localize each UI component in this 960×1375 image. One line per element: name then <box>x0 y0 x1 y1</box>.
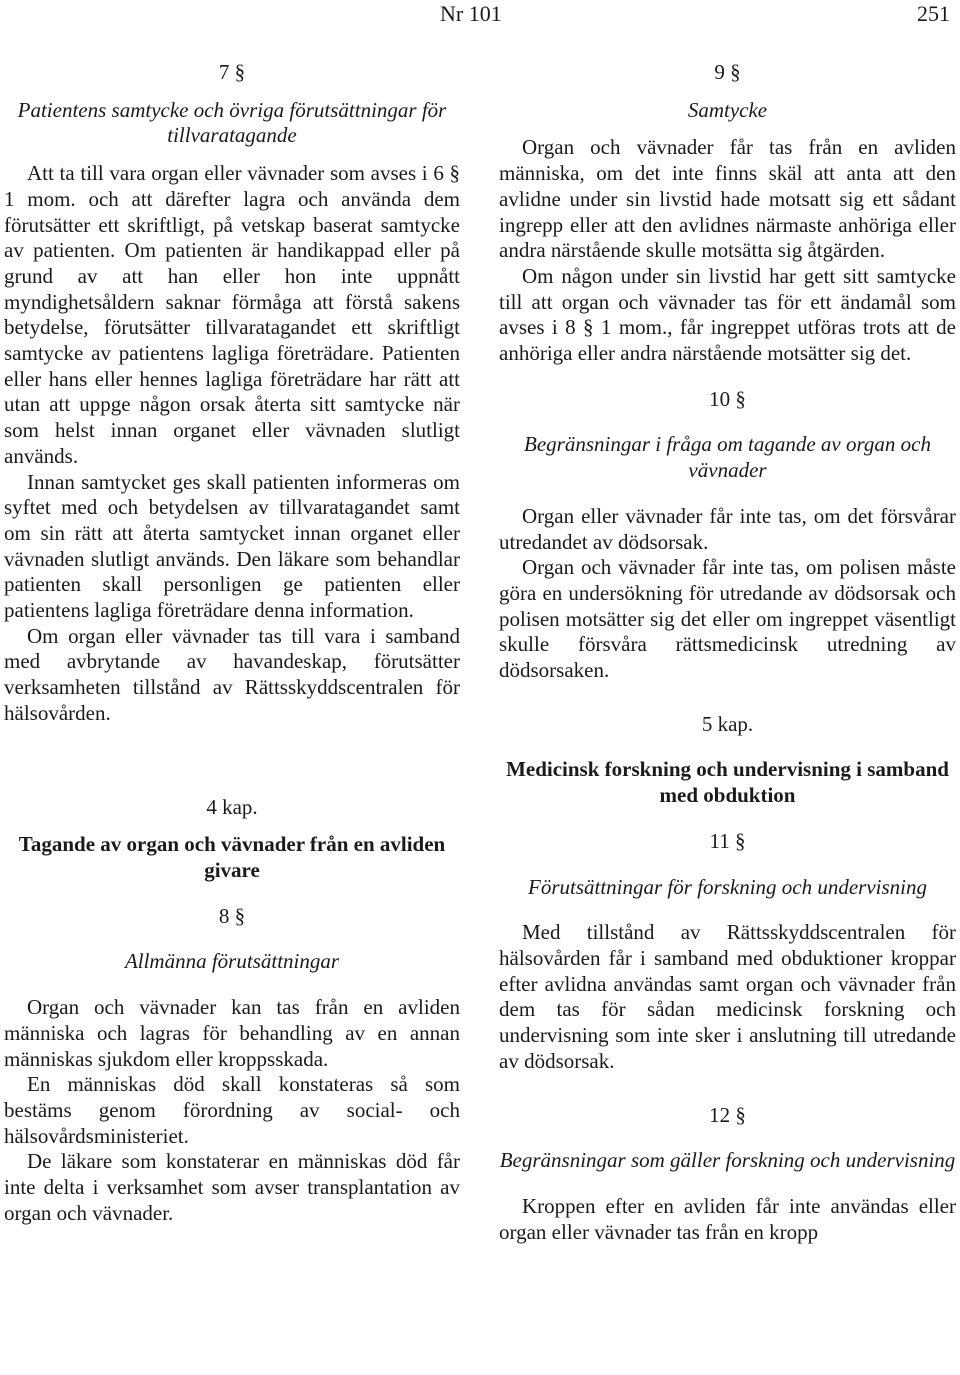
chapter-4-title: Tagande av organ och vävnader från en avliden givare <box>18 832 446 882</box>
section-12-title: Begränsningar som gäller forskning och undervisning <box>499 1148 956 1173</box>
section-11-title: Förutsättningar för forskning och undervisning <box>528 874 927 899</box>
section-8-title: Allmänna förutsättningar <box>124 949 340 974</box>
page-header <box>0 0 960 30</box>
section-8-paragraph-2: En människas död skall konstateras så som bestäms genom förordning av social- och hälsovårdsministeriet. <box>4 1072 460 1148</box>
section-12-paragraph-1: Kroppen efter en avliden får inte användas eller organ eller vävnader tas från en kropp <box>499 1193 956 1244</box>
section-7-number: 7 § <box>218 60 246 84</box>
section-7-paragraph-3: Om organ eller vävnader tas till vara i samband med avbrytande av havandeskap, förutsätter verksamheten tillstånd av Rättsskyddscentralen för hälsovården. <box>4 623 460 725</box>
chapter-4-number: 4 kap. <box>206 794 258 819</box>
right-column <box>499 60 956 1245</box>
section-9-paragraph-1: Organ och vävnader får tas från en avliden människa, om det inte finns skäl att anta att den avlidne under sin livstid hade motsatt sig ett sådant ingrepp eller att den avlidnes närmaste anhöriga eller andra närstående skulle motsätta sig åtgärden. <box>499 135 956 263</box>
chapter-5-title: Medicinsk forskning och undervisning i samband med obduktion <box>506 757 949 808</box>
section-7-paragraph-1: Att ta till vara organ eller vävnader som avses i 6 § 1 mom. och att därefter lagra och använda dem förutsätter ett skriftligt, på vetskap baserat samtycke av patienten. Om patienten är handikappad eller på grund av att han eller hon inte uppnått myndighetsåldern saknar förmåga att förstå sakens betydelse, förutsätter tillvaratagandet ett skriftligt samtycke av patientens lagliga företrädare. Patienten eller hans eller hennes lagliga företrädare har rätt att utan att uppge någon orsak återta sitt samtycke när som helst innan organet eller vävnaden slutligt används. <box>4 161 460 468</box>
left-column <box>4 60 460 1226</box>
section-11-number: 11 § <box>709 828 746 853</box>
section-8-paragraph-1: Organ och vävnader kan tas från en avliden människa och lagras för behandling av en annan människas sjukdom eller kroppsskada. <box>4 995 460 1071</box>
section-9-title: Samtycke <box>687 97 768 122</box>
section-8-paragraph-3: De läkare som konstaterar en människas död får inte delta i verksamhet som avser transplantation av organ och vävnader. <box>4 1149 460 1225</box>
section-7-paragraph-2: Innan samtycket ges skall patienten informeras om syftet med och betydelsen av tillvaratagandet samt om sin rätt att återta samtycket innan organet eller vävnaden slutligt används. Den läkare som behandlar patienten skall personligen ge patienten eller patientens lagliga företrädare denna information. <box>4 469 460 623</box>
section-9-number: 9 § <box>714 60 741 84</box>
section-11-paragraph-1: Med tillstånd av Rättsskyddscentralen för hälsovården får i samband med obduktioner kroppar efter avlidna användas samt organ och vävnader från dem tas för sådan medicinsk forskning och undervisning som inte sker i anslutning till utredande av dödsorsak. <box>499 920 956 1073</box>
section-10-paragraph-1: Organ eller vävnader får inte tas, om det försvårar utredandet av dödsorsak. <box>499 503 956 554</box>
section-9-paragraph-2: Om någon under sin livstid har gett sitt samtycke till att organ och vävnader tas för ett ändamål som avses i 8 § 1 mom., får ingreppet utföras trots att de anhöriga eller andra närstående motsätter sig det. <box>499 263 956 366</box>
page-number: 251 <box>917 1 950 26</box>
section-8-number: 8 § <box>218 903 246 928</box>
chapter-5-number: 5 kap. <box>701 711 754 736</box>
section-10-title: Begränsningar i fråga om tagande av organ och vävnader <box>524 432 931 483</box>
issue-number: Nr 101 <box>440 1 502 26</box>
section-10-number: 10 § <box>709 386 746 411</box>
section-12-number: 12 § <box>709 1102 746 1127</box>
section-10-paragraph-2: Organ och vävnader får inte tas, om polisen måste göra en undersökning för utredande av dödsorsak och polisen motsätter sig det eller om ingreppet väsentligt skulle försvåra rättsmedicinsk utredning av dödsorsaken. <box>499 555 956 683</box>
section-7-title: Patientens samtycke och övriga förutsättningar för tillvaratagande <box>17 97 447 148</box>
